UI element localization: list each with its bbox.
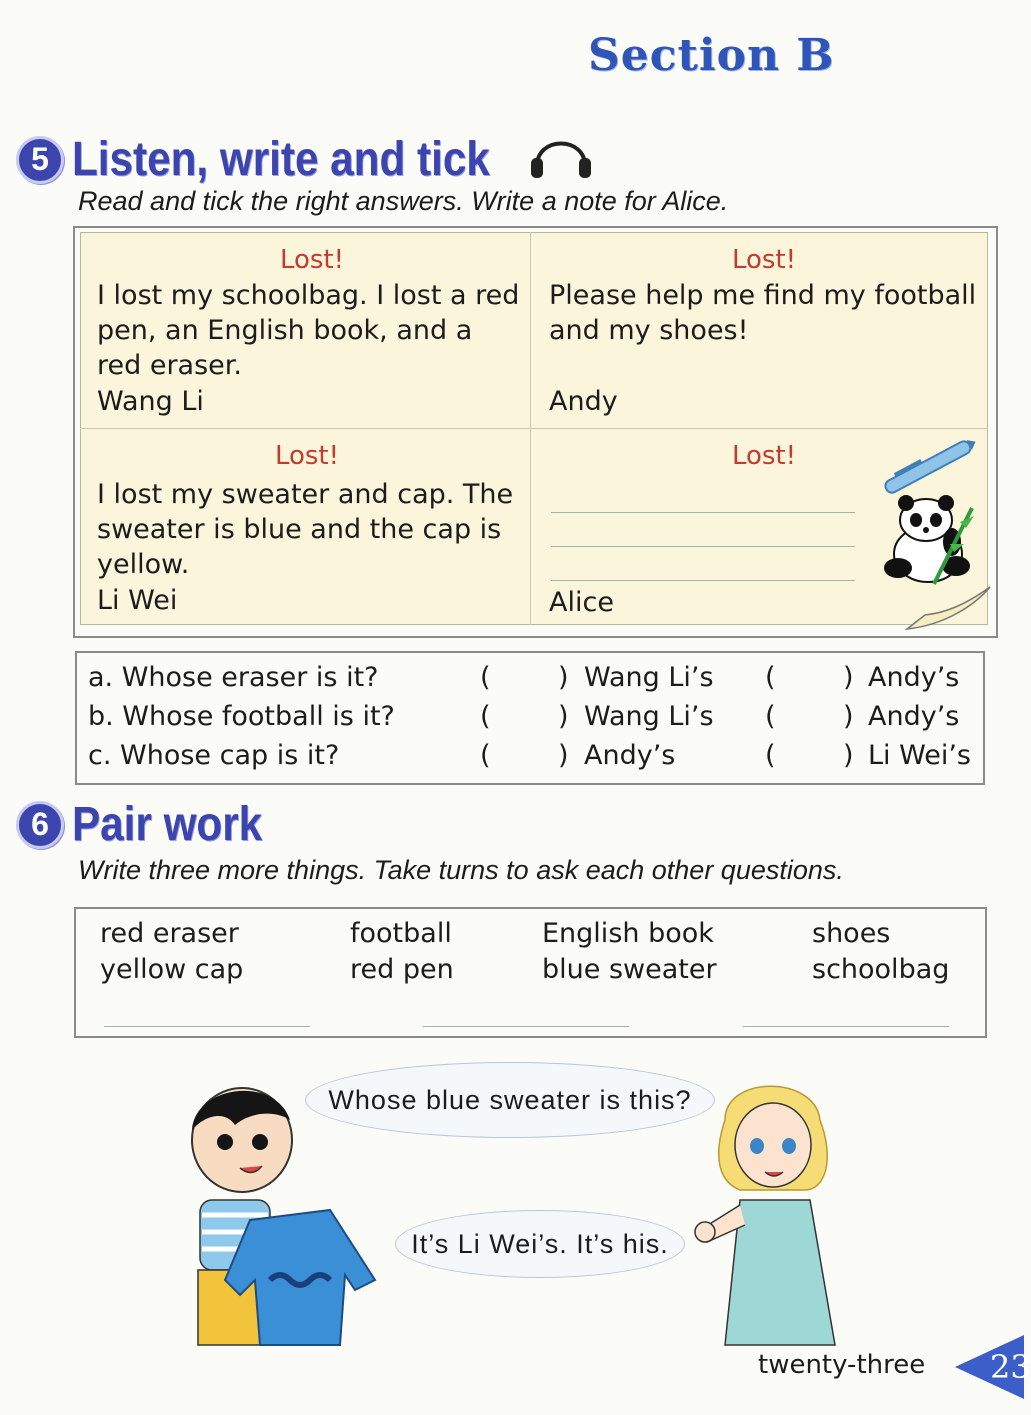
word-write-line[interactable]: [423, 1026, 629, 1027]
word-item: English book: [542, 918, 714, 949]
tick-box-close: ): [843, 740, 854, 771]
word-write-line[interactable]: [743, 1026, 949, 1027]
note-heading: Lost!: [274, 441, 340, 471]
answer-option: Wang Li’s: [584, 662, 714, 693]
girl-illustration: [685, 1080, 885, 1350]
lost-note-wang-li: [97, 245, 527, 425]
tick-box-close: ): [558, 701, 569, 732]
exercise-5-instruction: Read and tick the right answers. Write a note for Alice.: [78, 186, 729, 216]
note-line: pen, an English book, and a: [97, 315, 473, 346]
lost-note-andy: [549, 245, 985, 425]
notes-divider-horizontal: [80, 428, 988, 429]
answer-option: Wang Li’s: [584, 701, 714, 732]
speech-bubble-answer: [395, 1210, 685, 1278]
question-text: c. Whose cap is it?: [88, 740, 340, 771]
note-write-line[interactable]: [551, 580, 855, 581]
word-item: blue sweater: [542, 954, 717, 985]
headphones-icon: [527, 128, 597, 180]
tick-box-open[interactable]: (: [480, 662, 491, 693]
panda-illustration: [876, 494, 978, 586]
exercise-5-header: [16, 132, 547, 187]
answer-option: Li Wei’s: [868, 740, 972, 771]
tick-box-open[interactable]: (: [765, 701, 776, 732]
tick-box-close: ): [843, 701, 854, 732]
exercise-number-badge: 6: [16, 801, 64, 849]
answer-option: Andy’s: [868, 701, 960, 732]
note-line: I lost my sweater and cap. The: [97, 479, 514, 510]
page-curl-decoration: [905, 585, 995, 635]
word-item: red pen: [350, 954, 454, 985]
lost-note-li-wei: [97, 441, 527, 621]
speech-text: Whose blue sweater is this?: [328, 1084, 692, 1115]
note-heading: Lost!: [731, 245, 797, 275]
word-item: schoolbag: [812, 954, 950, 985]
answer-option: Andy’s: [868, 662, 960, 693]
question-row: [88, 662, 988, 698]
page-number: 23: [990, 1348, 1031, 1386]
note-line: I lost my schoolbag. I lost a red: [97, 280, 520, 311]
note-line: and my shoes!: [549, 315, 749, 346]
page-number-word: twenty-three: [758, 1350, 926, 1380]
note-line: sweater is blue and the cap is: [97, 514, 502, 545]
note-line: red eraser.: [97, 350, 242, 381]
speech-text: It’s Li Wei’s. It’s his.: [411, 1228, 669, 1259]
tick-box-open[interactable]: (: [480, 701, 491, 732]
tick-box-open[interactable]: (: [765, 662, 776, 693]
exercise-title: Listen, write and tick: [72, 133, 490, 186]
note-signature: Wang Li: [97, 386, 204, 417]
note-heading: Lost!: [731, 441, 797, 471]
note-line: yellow.: [97, 549, 190, 580]
tick-box-close: ): [843, 662, 854, 693]
question-text: b. Whose football is it?: [88, 701, 395, 732]
tick-box-close: ): [558, 662, 569, 693]
note-line: Please help me find my football: [549, 280, 977, 311]
section-title: Section B: [588, 30, 835, 81]
question-row: [88, 701, 988, 737]
boy-illustration: [180, 1080, 390, 1350]
word-item: shoes: [812, 918, 891, 949]
exercise-6-header: [16, 797, 288, 852]
note-signature: Alice: [549, 587, 614, 618]
pen-illustration: [875, 432, 983, 502]
note-write-line[interactable]: [551, 512, 855, 513]
word-write-line[interactable]: [104, 1026, 310, 1027]
tick-box-open[interactable]: (: [480, 740, 491, 771]
exercise-number-badge: 5: [16, 136, 64, 184]
word-item: football: [350, 918, 452, 949]
question-row: [88, 740, 988, 776]
note-signature: Andy: [549, 386, 618, 417]
note-signature: Li Wei: [97, 585, 178, 616]
note-write-line[interactable]: [551, 546, 855, 547]
exercise-6-instruction: Write three more things. Take turns to ask each other questions.: [78, 855, 844, 885]
tick-box-close: ): [558, 740, 569, 771]
tick-box-open[interactable]: (: [765, 740, 776, 771]
answer-option: Andy’s: [584, 740, 676, 771]
word-item: red eraser: [100, 918, 239, 949]
question-text: a. Whose eraser is it?: [88, 662, 379, 693]
word-item: yellow cap: [100, 954, 244, 985]
exercise-title: Pair work: [72, 798, 263, 851]
note-heading: Lost!: [279, 245, 345, 275]
